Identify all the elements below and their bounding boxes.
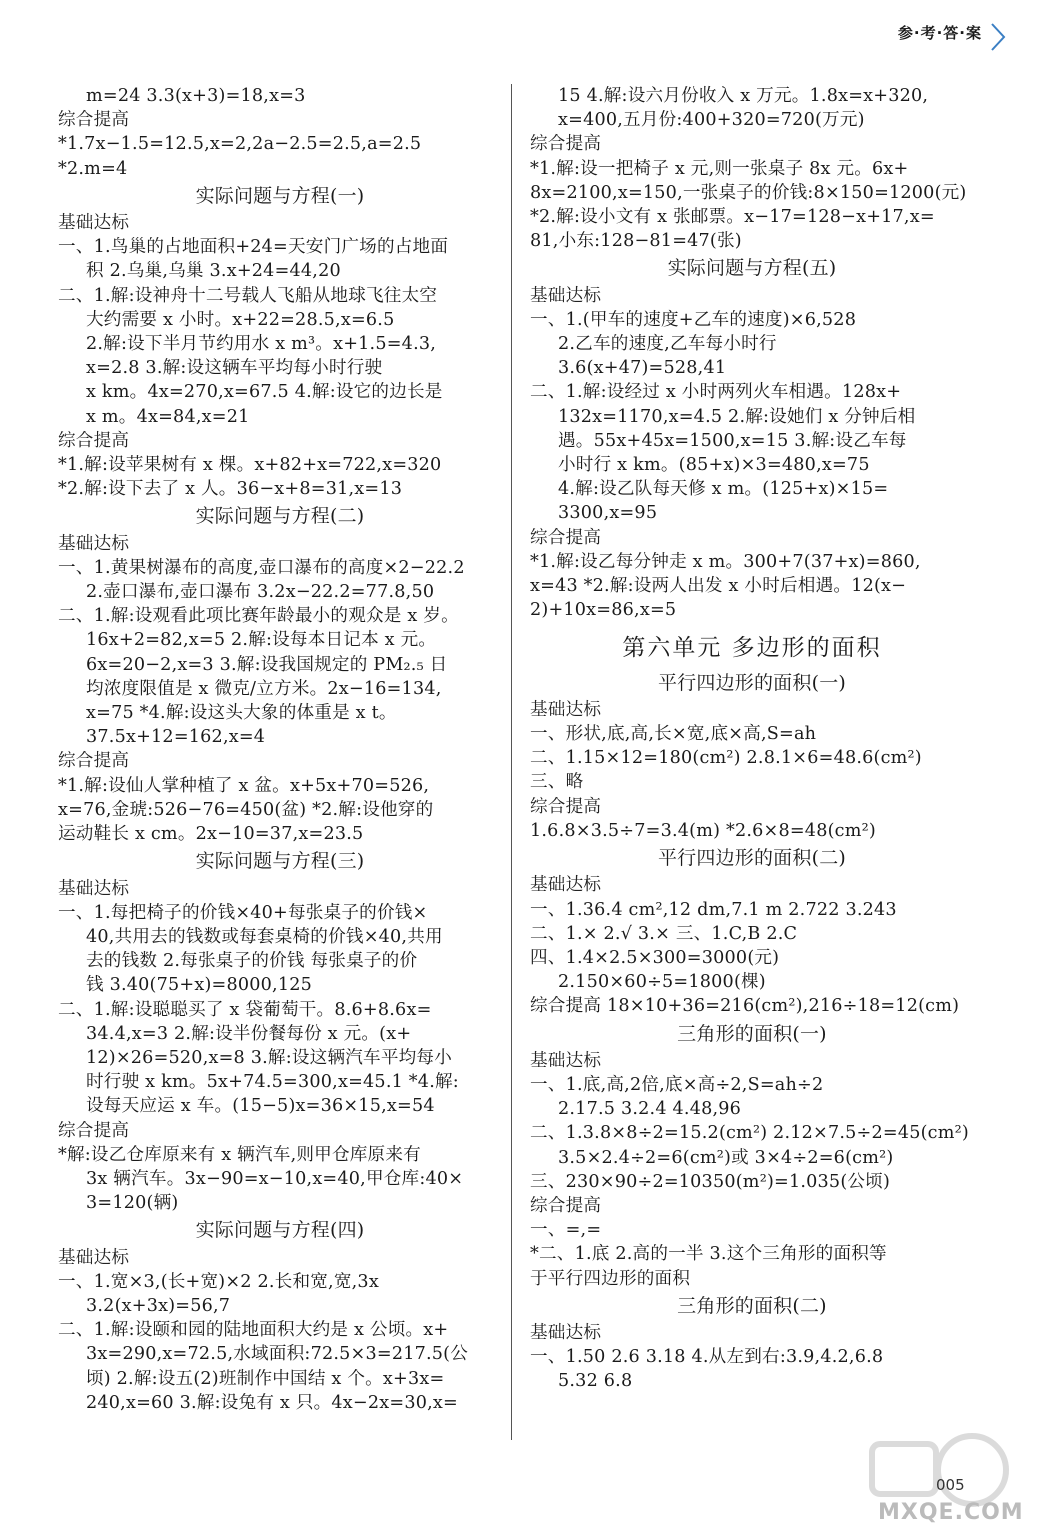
answer-line: 二、1.解:设经过 x 小时两列火车相遇。128x+ xyxy=(530,382,902,403)
subsection-label: 综合提高 xyxy=(530,134,602,155)
answer-line: *2.解:设下去了 x 人。36−x+8=31,x=13 xyxy=(58,479,403,500)
answer-line: 一、1.黄果树瀑布的高度,壶口瀑布的高度×2−22.2 xyxy=(58,557,465,578)
answer-line: 12)×26=520,x=8 3.解:设这辆汽车平均每小 xyxy=(86,1047,452,1068)
page-header: 参·考·答·案 xyxy=(897,24,982,42)
subsection-label: 基础达标 xyxy=(530,1322,602,1343)
unit-title: 第六单元 多边形的面积 xyxy=(622,635,882,662)
answer-line: 二、1.解:设颐和园的陆地面积大约是 x 公顷。x+ xyxy=(58,1320,449,1341)
answer-line: x m。4x=84,x=21 xyxy=(86,406,250,427)
answer-line: 一、1.宽×3,(长+宽)×2 2.长和宽,宽,3x xyxy=(58,1271,379,1292)
answer-line: 二、1.解:设神舟十二号载人飞船从地球飞往太空 xyxy=(58,285,438,306)
subsection-label: 综合提高 xyxy=(530,527,602,548)
subsection-label: 综合提高 xyxy=(58,430,130,451)
answer-line: *2.m=4 xyxy=(58,158,128,179)
section-title: 平行四边形的面积(一) xyxy=(657,671,847,694)
answer-line: 二、1.3.8×8÷2=15.2(cm²) 2.12×7.5÷2=45(cm²) xyxy=(530,1123,969,1144)
answer-line: *二、1.底 2.高的一半 3.这个三角形的面积等 xyxy=(530,1244,887,1265)
answer-line: 37.5x+12=162,x=4 xyxy=(86,727,266,748)
answer-line: m=24 3.3(x+3)=18,x=3 xyxy=(86,86,306,106)
answer-line: 三、略 xyxy=(530,772,584,793)
answer-line: 132x=1170,x=4.5 2.解:设她们 x 分钟后相 xyxy=(558,406,916,427)
answer-line: 1.6.8×3.5÷7=3.4(m) *2.6×8=48(cm²) xyxy=(530,820,876,841)
answer-line: 2.壶口瀑布,壶口瀑布 3.2x−22.2=77.8,50 xyxy=(86,582,435,603)
answer-line: 均浓度限值是 x 微克/立方米。2x−16=134, xyxy=(86,678,442,699)
answer-line: 3=120(辆) xyxy=(86,1193,179,1214)
answer-line: 一、1.底,高,2倍,底×高÷2,S=ah÷2 xyxy=(530,1074,824,1095)
answer-line: *1.解:设乙每分钟走 x m。300+7(37+x)=860, xyxy=(530,551,921,572)
answer-line: 2.150×60÷5=1800(棵) xyxy=(558,972,766,993)
answer-line: 三、230×90÷2=10350(m²)=1.035(公顷) xyxy=(530,1171,891,1192)
answer-line: 4.解:设乙队每天修 x m。(125+x)×15= xyxy=(558,479,889,500)
answer-line: *1.7x−1.5=12.5,x=2,2a−2.5=2.5,a=2.5 xyxy=(58,134,422,155)
answer-line: 设每天应运 x 车。(15−5)x=36×15,x=54 xyxy=(86,1096,435,1117)
answer-line: 顷) 2.解:设五(2)班制作中国结 x 个。x+3x= xyxy=(86,1368,445,1389)
section-title: 实际问题与方程(二) xyxy=(195,505,365,528)
section-title: 实际问题与方程(五) xyxy=(667,257,837,280)
answer-line: 二、1.解:设观看此项比赛年龄最小的观众是 x 岁。 xyxy=(58,606,459,627)
page-number: 005 xyxy=(936,1476,965,1494)
answer-line: 40,共用去的钱数或每套桌椅的价钱×40,共用 xyxy=(86,926,443,947)
section-title: 三角形的面积(一) xyxy=(677,1022,827,1045)
answer-line: *1.解:设仙人掌种植了 x 盆。x+5x+70=526, xyxy=(58,775,430,796)
answer-line: x=76,金琥:526−76=450(盆) *2.解:设他穿的 xyxy=(58,799,434,820)
answer-line: 8x=2100,x=150,一张桌子的价钱:8×150=1200(元) xyxy=(530,182,967,203)
answer-line: x=43 *2.解:设两人出发 x 小时后相遇。12(x− xyxy=(530,576,907,597)
answer-line: 34.4,x=3 2.解:设半份餐每份 x 元。(x+ xyxy=(86,1023,412,1044)
answer-line: 5.32 6.8 xyxy=(558,1371,633,1392)
answer-line: *解:设乙仓库原来有 x 辆汽车,则甲仓库原来有 xyxy=(58,1144,421,1165)
subsection-label: 综合提高 xyxy=(58,110,130,131)
answer-line: 一、1.50 2.6 3.18 4.从左到右:3.9,4.2,6.8 xyxy=(530,1347,884,1368)
subsection-label: 综合提高 xyxy=(58,751,130,772)
answer-line: 运动鞋长 x cm。2x−10=37,x=23.5 xyxy=(58,824,364,845)
left-column xyxy=(58,84,502,1415)
answer-line: 四、1.4×2.5×300=3000(元) xyxy=(530,947,780,968)
answer-line: 一、1.(甲车的速度+乙车的速度)×6,528 xyxy=(530,309,857,330)
right-column xyxy=(530,84,974,1394)
answer-line: 2.解:设下半月节约用水 x m³。x+1.5=4.3, xyxy=(86,334,437,355)
answer-line: 一、形状,底,高,长×宽,底×高,S=ah xyxy=(530,724,817,745)
chevron-right-icon xyxy=(990,22,1006,52)
answer-line: 于平行四边形的面积 xyxy=(530,1268,691,1289)
section-title: 实际问题与方程(一) xyxy=(195,184,365,207)
answer-line: 一、1.每把椅子的价钱×40+每张桌子的价钱× xyxy=(58,902,428,923)
answer-line: *1.解:设一把椅子 x 元,则一张桌子 8x 元。6x+ xyxy=(530,158,909,179)
answer-line: 3300,x=95 xyxy=(558,503,658,524)
answer-line: 综合提高 18×10+36=216(cm²),216÷18=12(cm) xyxy=(530,996,960,1017)
answer-line: x=400,五月份:400+320=720(万元) xyxy=(558,110,865,131)
answer-line: 3.2(x+3x)=56,7 xyxy=(86,1295,231,1316)
section-title: 实际问题与方程(四) xyxy=(195,1219,365,1242)
answer-line: 2)+10x=86,x=5 xyxy=(530,600,677,621)
subsection-label: 基础达标 xyxy=(530,699,602,720)
answer-line: 240,x=60 3.解:设兔有 x 只。4x−2x=30,x= xyxy=(86,1392,458,1413)
subsection-label: 基础达标 xyxy=(530,875,602,896)
subsection-label: 基础达标 xyxy=(58,533,130,554)
subsection-label: 基础达标 xyxy=(58,1247,130,1268)
subsection-label: 综合提高 xyxy=(58,1120,130,1141)
column-divider xyxy=(511,84,512,1440)
answer-line: 15 4.解:设六月份收入 x 万元。1.8x=x+320, xyxy=(558,86,929,106)
answer-line: 钱 3.40(75+x)=8000,125 xyxy=(86,975,313,996)
answer-line: 3.5×2.4÷2=6(cm²)或 3×4÷2=6(cm²) xyxy=(558,1147,894,1168)
answer-line: 一、1.36.4 cm²,12 dm,7.1 m 2.722 3.243 xyxy=(530,899,897,920)
answer-line: x km。4x=270,x=67.5 4.解:设它的边长是 xyxy=(86,382,443,403)
subsection-label: 基础达标 xyxy=(530,1050,602,1071)
answer-line: 大约需要 x 小时。x+22=28.5,x=6.5 xyxy=(86,309,395,330)
answer-line: 3x=290,x=72.5,水域面积:72.5×3=217.5(公 xyxy=(86,1344,469,1365)
answer-line: 遇。55x+45x=1500,x=15 3.解:设乙车每 xyxy=(558,430,907,451)
answer-line: 二、1.15×12=180(cm²) 2.8.1×6=48.6(cm²) xyxy=(530,748,922,769)
answer-line: *2.解:设小文有 x 张邮票。x−17=128−x+17,x= xyxy=(530,207,935,228)
section-title: 实际问题与方程(三) xyxy=(195,850,365,873)
subsection-label: 基础达标 xyxy=(58,878,130,899)
answer-line: 一、1.鸟巢的占地面积+24=天安门广场的占地面 xyxy=(58,237,449,258)
answer-line: 二、1.× 2.√ 3.× 三、1.C,B 2.C xyxy=(530,923,798,944)
answer-line: 2.乙车的速度,乙车每小时行 xyxy=(558,334,777,355)
answer-line: 3.6(x+47)=528,41 xyxy=(558,358,727,379)
subsection-label: 基础达标 xyxy=(58,213,130,234)
watermark-text: MXQE.COM xyxy=(878,1500,1024,1525)
section-title: 三角形的面积(二) xyxy=(677,1294,827,1317)
section-title: 平行四边形的面积(二) xyxy=(657,847,847,870)
subsection-label: 综合提高 xyxy=(530,796,602,817)
answer-line: x=2.8 3.解:设这辆车平均每小时行驶 xyxy=(86,358,383,379)
answer-line: 一、=,= xyxy=(530,1220,602,1241)
answer-line: 16x+2=82,x=5 2.解:设每本日记本 x 元。 xyxy=(86,630,437,651)
answer-line: x=75 *4.解:设这头大象的体重是 x t。 xyxy=(86,703,397,724)
answer-line: 时行驶 x km。5x+74.5=300,x=45.1 *4.解: xyxy=(86,1072,459,1093)
answer-line: 6x=20−2,x=3 3.解:设我国规定的 PM₂.₅ 日 xyxy=(86,654,448,675)
answer-line: 2.17.5 3.2.4 4.48,96 xyxy=(558,1099,742,1120)
answer-line: *1.解:设苹果树有 x 棵。x+82+x=722,x=320 xyxy=(58,455,442,476)
answer-line: 81,小东:128−81=47(张) xyxy=(530,231,742,252)
answer-line: 二、1.解:设聪聪买了 x 袋葡萄干。8.6+8.6x= xyxy=(58,999,432,1020)
answer-line: 积 2.乌巢,乌巢 3.x+24=44,20 xyxy=(86,261,341,282)
subsection-label: 基础达标 xyxy=(530,285,602,306)
answer-line: 去的钱数 2.每张桌子的价钱 每张桌子的价 xyxy=(86,951,418,972)
subsection-label: 综合提高 xyxy=(530,1195,602,1216)
answer-line: 小时行 x km。(85+x)×3=480,x=75 xyxy=(558,455,870,476)
answer-line: 3x 辆汽车。3x−90=x−10,x=40,甲仓库:40× xyxy=(86,1168,464,1189)
